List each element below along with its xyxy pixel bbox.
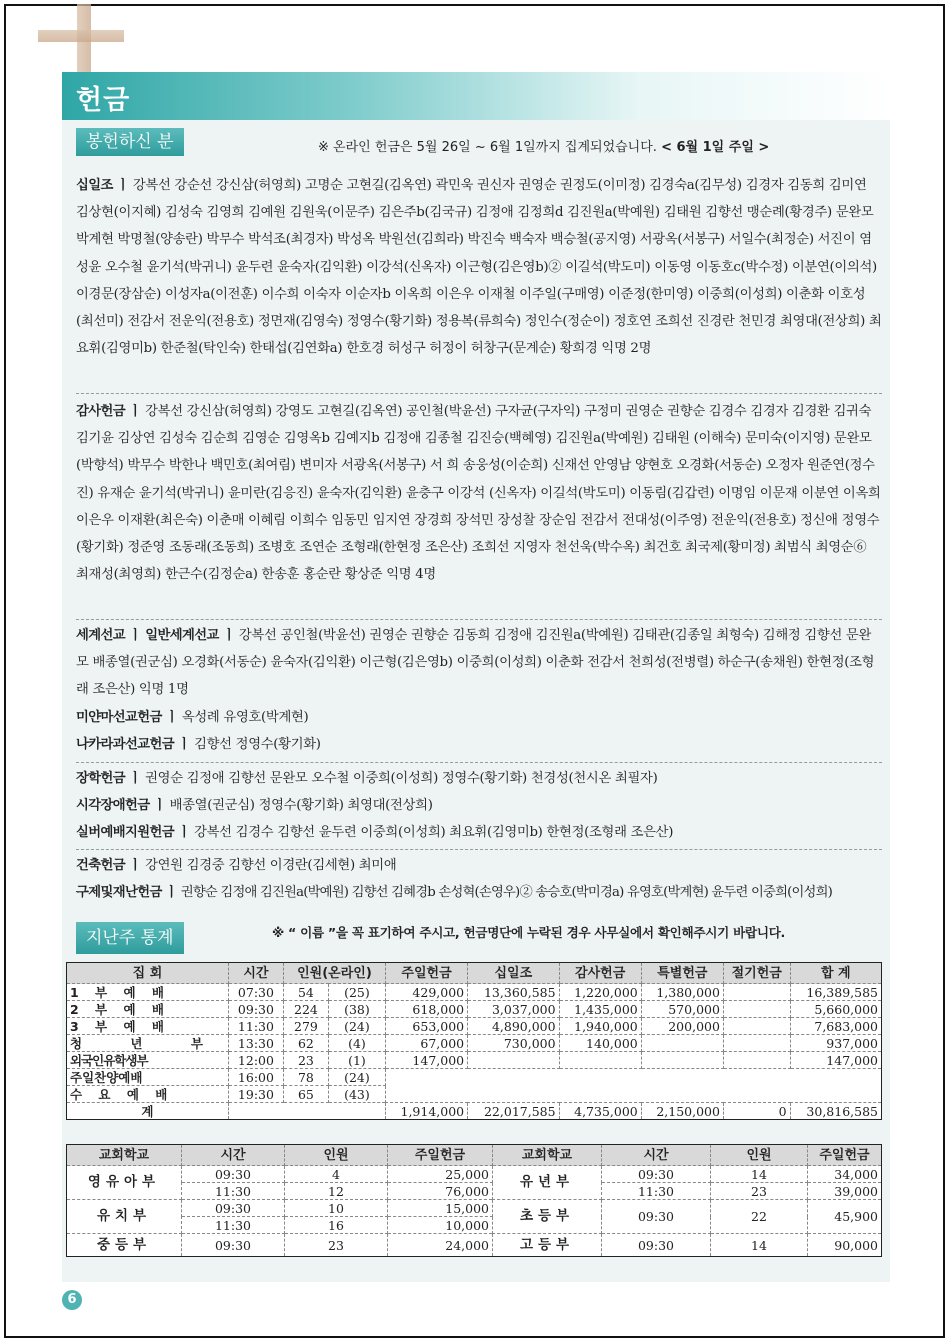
table-row bbox=[67, 1200, 882, 1217]
offering-label: 장학헌금 bbox=[76, 771, 125, 786]
offering-label: 미얀마선교헌금 bbox=[76, 709, 162, 725]
people-cell: 23 bbox=[285, 1234, 388, 1257]
offering-names: 강연원 김경중 김향선 이경란(김세현) 최미애 bbox=[145, 858, 397, 873]
col-header: 집 회 bbox=[67, 963, 229, 984]
offering-names: 권영순 김정애 김향선 문완모 오수철 이중희(이성희) 정영수(황기화) 천경성(천시온 최필자) bbox=[145, 771, 658, 786]
sunday-cell: 653,000 bbox=[385, 1018, 467, 1035]
offering-cell: 24,000 bbox=[388, 1234, 493, 1257]
service-name: 청 년 부 bbox=[67, 1035, 229, 1052]
people-cell: 78 bbox=[283, 1069, 328, 1086]
offering-tithe bbox=[76, 172, 882, 362]
people-cell: 4 bbox=[285, 1166, 388, 1183]
online-cell: (43) bbox=[328, 1086, 385, 1103]
offering-cell: 90,000 bbox=[808, 1234, 882, 1257]
time-cell: 09:30 bbox=[602, 1234, 711, 1257]
notice-text: ※ 온라인 헌금은 5월 26일 ~ 6월 1일까지 집계되었습니다. bbox=[318, 140, 657, 155]
time-cell: 19:30 bbox=[228, 1086, 283, 1103]
school-header-row bbox=[67, 1145, 882, 1166]
empty-cell bbox=[228, 1103, 385, 1120]
separator: ㅣ bbox=[153, 798, 166, 814]
total-cell: 147,000 bbox=[790, 1052, 881, 1069]
people-cell: 14 bbox=[711, 1234, 808, 1257]
special-cell bbox=[641, 1052, 723, 1069]
col-header: 교회학교 bbox=[493, 1145, 602, 1166]
people-cell: 23 bbox=[711, 1183, 808, 1200]
col-header: 감사헌금 bbox=[559, 963, 641, 984]
sunday-cell: 67,000 bbox=[385, 1035, 467, 1052]
offering-cell: 15,000 bbox=[388, 1200, 493, 1217]
service-name: 외국인유학생부 bbox=[67, 1052, 229, 1069]
offering-names: 김향선 정영수(황기화) bbox=[194, 736, 321, 752]
col-header: 주일헌금 bbox=[385, 963, 467, 984]
tithe-cell bbox=[468, 1052, 559, 1069]
online-cell: (25) bbox=[328, 984, 385, 1001]
name-notice: ※ “ 이름 ”을 꼭 표기하여 주시고, 헌금명단에 누락된 경우 사무실에서 확인해주시기 바랍니다. bbox=[272, 925, 786, 940]
col-header: 시간 bbox=[602, 1145, 711, 1166]
sunday-cell: 429,000 bbox=[385, 984, 467, 1001]
people-cell: 10 bbox=[285, 1200, 388, 1217]
offering-names: 강복선 김경수 김향선 윤두련 이중희(이성희) 최요휘(김영미b) 한현정(조형래 조은산) bbox=[194, 825, 674, 841]
separator: ㅣ bbox=[116, 178, 129, 193]
separator: ㅣ bbox=[128, 404, 142, 419]
offering-label: 구제및재난헌금 bbox=[76, 885, 162, 901]
time-cell: 11:30 bbox=[602, 1183, 711, 1200]
sunday-total: 1,914,000 bbox=[385, 1103, 467, 1120]
service-name: 2 부 예 배 bbox=[67, 1001, 229, 1018]
people-cell: 23 bbox=[283, 1052, 328, 1069]
divider bbox=[76, 762, 882, 763]
total-cell: 16,389,585 bbox=[790, 984, 881, 1001]
offering-scholarship bbox=[76, 765, 882, 847]
offering-names: 배종열(권군심) 정영수(황기화) 최영대(전상희) bbox=[169, 798, 433, 814]
time-cell: 11:30 bbox=[228, 1018, 283, 1035]
offering-label: 건축헌금 bbox=[76, 858, 125, 873]
service-name: 주일찬양예배 bbox=[67, 1069, 229, 1086]
table-row bbox=[67, 1018, 882, 1035]
section-tab-stats: 지난주 통계 bbox=[76, 922, 184, 954]
cross-decoration-bar bbox=[38, 30, 124, 42]
people-cell: 279 bbox=[283, 1018, 328, 1035]
people-cell: 65 bbox=[283, 1086, 328, 1103]
thanks-cell bbox=[559, 1052, 641, 1069]
table-row bbox=[67, 1183, 882, 1200]
church-school-table bbox=[66, 1144, 882, 1257]
online-cell: (1) bbox=[328, 1052, 385, 1069]
table-row bbox=[67, 1052, 882, 1069]
total-row bbox=[67, 1103, 882, 1120]
thanks-cell: 1,435,000 bbox=[559, 1001, 641, 1018]
online-cell: (24) bbox=[328, 1069, 385, 1086]
school-dept: 영유아부 bbox=[67, 1166, 182, 1200]
table-row bbox=[67, 984, 882, 1001]
divider bbox=[76, 619, 882, 620]
tithe-cell: 730,000 bbox=[468, 1035, 559, 1052]
people-cell: 22 bbox=[711, 1200, 808, 1234]
col-header: 교회학교 bbox=[67, 1145, 182, 1166]
offering-thanks bbox=[76, 398, 882, 588]
total-cell: 937,000 bbox=[790, 1035, 881, 1052]
thanks-total: 4,735,000 bbox=[559, 1103, 641, 1120]
school-dept: 유년부 bbox=[493, 1166, 602, 1200]
season-total: 0 bbox=[723, 1103, 790, 1120]
season-cell bbox=[723, 1018, 790, 1035]
col-header: 인원 bbox=[711, 1145, 808, 1166]
season-cell bbox=[723, 1001, 790, 1018]
people-cell: 54 bbox=[283, 984, 328, 1001]
thanks-cell: 1,220,000 bbox=[559, 984, 641, 1001]
separator: ㅣ bbox=[165, 709, 178, 725]
service-name: 수 요 예 배 bbox=[67, 1086, 229, 1103]
table-row bbox=[67, 1166, 882, 1183]
offering-label: 시각장애헌금 bbox=[76, 798, 150, 814]
offering-label: 세계선교 ㅣ 일반세계선교 bbox=[76, 628, 219, 643]
season-cell bbox=[723, 1035, 790, 1052]
separator: ㅣ bbox=[128, 858, 142, 873]
tithe-cell: 13,360,585 bbox=[468, 984, 559, 1001]
empty-cell bbox=[385, 1069, 881, 1103]
people-cell: 62 bbox=[283, 1035, 328, 1052]
special-cell: 1,380,000 bbox=[641, 984, 723, 1001]
sunday-cell: 618,000 bbox=[385, 1001, 467, 1018]
separator: ㅣ bbox=[177, 825, 191, 841]
offering-cell: 34,000 bbox=[808, 1166, 882, 1183]
col-header: 인원(온라인) bbox=[283, 963, 385, 984]
offering-names: 강복선 강신삼(허영희) 강영도 고현길(김옥연) 공인철(박윤선) 구자균(구자익) 구정미 권영순 권향순 김경수 김경자 김경환 김귀숙 김기윤 김상연 김성숙 김순희 김영순 김영옥b 김예지b 김정애 김종철 김진승(백혜영) 김진원a(박예원) 김태원 (이해숙) 문미숙(이지영) 문완모(박향석) 박무수 박한나 백민호(최여림) 변미자 서광옥(서봉구) 서 희 송웅성(이순희) 신재선 안영남 양현호 오경화(서동순) 오정자 원준연(정수진) 유재순 윤기석(박귀니) 윤미란(김응진) 윤숙자(김익환) 윤충구 이강석 (신옥자) 이길석(박도미) 이동림(김갑련) 이명임 이문재 이분연 이옥희 이은우 이재환(최은숙) 이춘매 이혜림 이희수 임동민 임지연 장경희 장석민 장성찰 장순임 전감서 전대성(이주영) 전운익(전용호) 정신애 정영수(황기화) 정준영 조동래(조동희) 조병호 조연순 조형래(한현정 조은산) 조희선 지영자 천선욱(박수옥) 최건호 최국제(황미정) 최범식 최영순⑥ 최재성(최영희) 한근수(김정순a) 한송훈 홍순란 황상준 익명 4명 bbox=[76, 404, 881, 583]
offering-label: 감사헌금 bbox=[76, 404, 125, 419]
stats-table bbox=[66, 962, 882, 1120]
col-header: 특별헌금 bbox=[641, 963, 723, 984]
grand-total: 30,816,585 bbox=[790, 1103, 881, 1120]
time-cell: 13:30 bbox=[228, 1035, 283, 1052]
special-cell: 570,000 bbox=[641, 1001, 723, 1018]
people-cell: 224 bbox=[283, 1001, 328, 1018]
offering-cell: 45,900 bbox=[808, 1200, 882, 1234]
season-cell bbox=[723, 984, 790, 1001]
separator: ㅣ bbox=[222, 628, 235, 643]
time-cell: 09:30 bbox=[182, 1166, 285, 1183]
page-title: 헌금 bbox=[76, 85, 131, 116]
table-row bbox=[67, 1035, 882, 1052]
total-cell: 5,660,000 bbox=[790, 1001, 881, 1018]
time-cell: 09:30 bbox=[182, 1234, 285, 1257]
school-dept: 고등부 bbox=[493, 1234, 602, 1257]
sunday-cell: 147,000 bbox=[385, 1052, 467, 1069]
col-header: 절기헌금 bbox=[723, 963, 790, 984]
col-header: 십일조 bbox=[468, 963, 559, 984]
tithe-cell: 3,037,000 bbox=[468, 1001, 559, 1018]
offering-names: 옥성례 유영호(박계현) bbox=[181, 709, 309, 725]
service-name: 3 부 예 배 bbox=[67, 1018, 229, 1035]
tithe-total: 22,017,585 bbox=[468, 1103, 559, 1120]
time-cell: 12:00 bbox=[228, 1052, 283, 1069]
online-notice bbox=[318, 136, 769, 155]
col-header: 합 계 bbox=[790, 963, 881, 984]
table-row bbox=[67, 1001, 882, 1018]
stats-header-row bbox=[67, 963, 882, 984]
season-cell bbox=[723, 1052, 790, 1069]
online-cell: (38) bbox=[328, 1001, 385, 1018]
school-dept: 유치부 bbox=[67, 1200, 182, 1234]
online-cell: (24) bbox=[328, 1018, 385, 1035]
divider bbox=[76, 393, 882, 394]
service-name: 1 부 예 배 bbox=[67, 984, 229, 1001]
special-cell bbox=[641, 1035, 723, 1052]
offering-cell: 25,000 bbox=[388, 1166, 493, 1183]
people-cell: 12 bbox=[285, 1183, 388, 1200]
offering-names: 강복선 공인철(박윤선) 권영순 권향순 김동희 김정애 김진원a(박예원) 김태관(김종일 최형숙) 김해정 김향선 문완모 배종열(권군심) 오경화(서동순) 윤숙자(김익환) 이근형(김은영b) 이중희(이성희) 이춘화 전감서 천희성(전병렬) 하순구(송채원) 한현정(조형래 조은산) 익명 1명 bbox=[76, 628, 875, 698]
col-header: 시간 bbox=[228, 963, 283, 984]
special-cell: 200,000 bbox=[641, 1018, 723, 1035]
separator: ㅣ bbox=[128, 771, 142, 786]
offering-label: 십일조 bbox=[76, 178, 113, 193]
offering-cell: 39,000 bbox=[808, 1183, 882, 1200]
page-number: 6 bbox=[62, 1290, 82, 1310]
thanks-cell: 140,000 bbox=[559, 1035, 641, 1052]
school-dept: 초등부 bbox=[493, 1200, 602, 1234]
offering-label: 실버예배지원헌금 bbox=[76, 825, 174, 841]
offering-cell: 10,000 bbox=[388, 1217, 493, 1234]
online-cell: (4) bbox=[328, 1035, 385, 1052]
time-cell: 07:30 bbox=[228, 984, 283, 1001]
time-cell: 11:30 bbox=[182, 1217, 285, 1234]
tithe-cell: 4,890,000 bbox=[468, 1018, 559, 1035]
time-cell: 16:00 bbox=[228, 1069, 283, 1086]
col-header: 시간 bbox=[182, 1145, 285, 1166]
school-dept: 중등부 bbox=[67, 1234, 182, 1257]
offering-names: 권향순 김정애 김진원a(박예원) 김향선 김혜경b 손성혁(손영우)② 송승호(박미경a) 유영호(박계현) 윤두련 이중희(이성희) bbox=[180, 885, 833, 901]
table-row bbox=[67, 1234, 882, 1257]
time-cell: 09:30 bbox=[182, 1200, 285, 1217]
people-cell: 16 bbox=[285, 1217, 388, 1234]
people-cell: 14 bbox=[711, 1166, 808, 1183]
title-band bbox=[62, 72, 890, 120]
col-header: 주일헌금 bbox=[388, 1145, 493, 1166]
notice-date: < 6월 1일 주일 > bbox=[661, 140, 770, 155]
separator: ㅣ bbox=[177, 736, 191, 752]
separator: ㅣ bbox=[165, 885, 178, 901]
offering-building bbox=[76, 852, 882, 906]
total-cell: 7,683,000 bbox=[790, 1018, 881, 1035]
total-label: 계 bbox=[67, 1103, 229, 1120]
time-cell: 09:30 bbox=[602, 1200, 711, 1234]
col-header: 인원 bbox=[285, 1145, 388, 1166]
divider bbox=[76, 849, 882, 850]
section-tab-donors: 봉헌하신 분 bbox=[76, 128, 184, 156]
time-cell: 09:30 bbox=[602, 1166, 711, 1183]
time-cell: 09:30 bbox=[228, 1001, 283, 1018]
offering-label: 나카라과선교헌금 bbox=[76, 736, 174, 752]
offering-names: 강복선 강순선 강신삼(허영희) 고명순 고현길(김옥연) 곽민욱 권신자 권영순 권정도(이미정) 김경숙a(김무성) 김경자 김동희 김미연 김상현(이지혜) 김성숙 김영희 김예원 김원욱(이문주) 김은주b(김국규) 김정애 김정희d 김진원a(박예원) 김태원 김향선 맹순례(황경주) 문완모 박계현 박명철(양송란) 박무수 박석조(최경자) 박성옥 박원선(김희라) 박진숙 백숙자 백승철(공지영) 서광옥(서봉구) 서일수(최정순) 서진이 염성윤 오수철 윤기석(박귀니) 윤두련 윤숙자(김익환) 이강석(신옥자) 이근형(김은영b)② 이길석(박도미) 이동영 이동호c(박수정) 이분연(이의석) 이경문(장삼순) 이성자a(이전훈) 이수희 이숙자 이순자b 이옥희 이은우 이재철 이주일(구매영) 이준정(한미영) 이중희(이성희) 이춘화 이호성(최선미) 전감서 전운익(전용호) 정면재(김영숙) 정영수(황기화) 정용복(류희숙) 정인수(정순이) 정호연 조희선 진경란 천민경 최영대(전상희) 최요휘(김영미b) 한준철(탁인숙) 한태섭(김연화a) 한호경 허성구 허정이 허창구(문계순) 황희경 익명 2명 bbox=[76, 178, 882, 357]
thanks-cell: 1,940,000 bbox=[559, 1018, 641, 1035]
time-cell: 11:30 bbox=[182, 1183, 285, 1200]
special-total: 2,150,000 bbox=[641, 1103, 723, 1120]
offering-cell: 76,000 bbox=[388, 1183, 493, 1200]
offering-missions bbox=[76, 622, 882, 758]
table-row bbox=[67, 1069, 882, 1086]
col-header: 주일헌금 bbox=[808, 1145, 882, 1166]
